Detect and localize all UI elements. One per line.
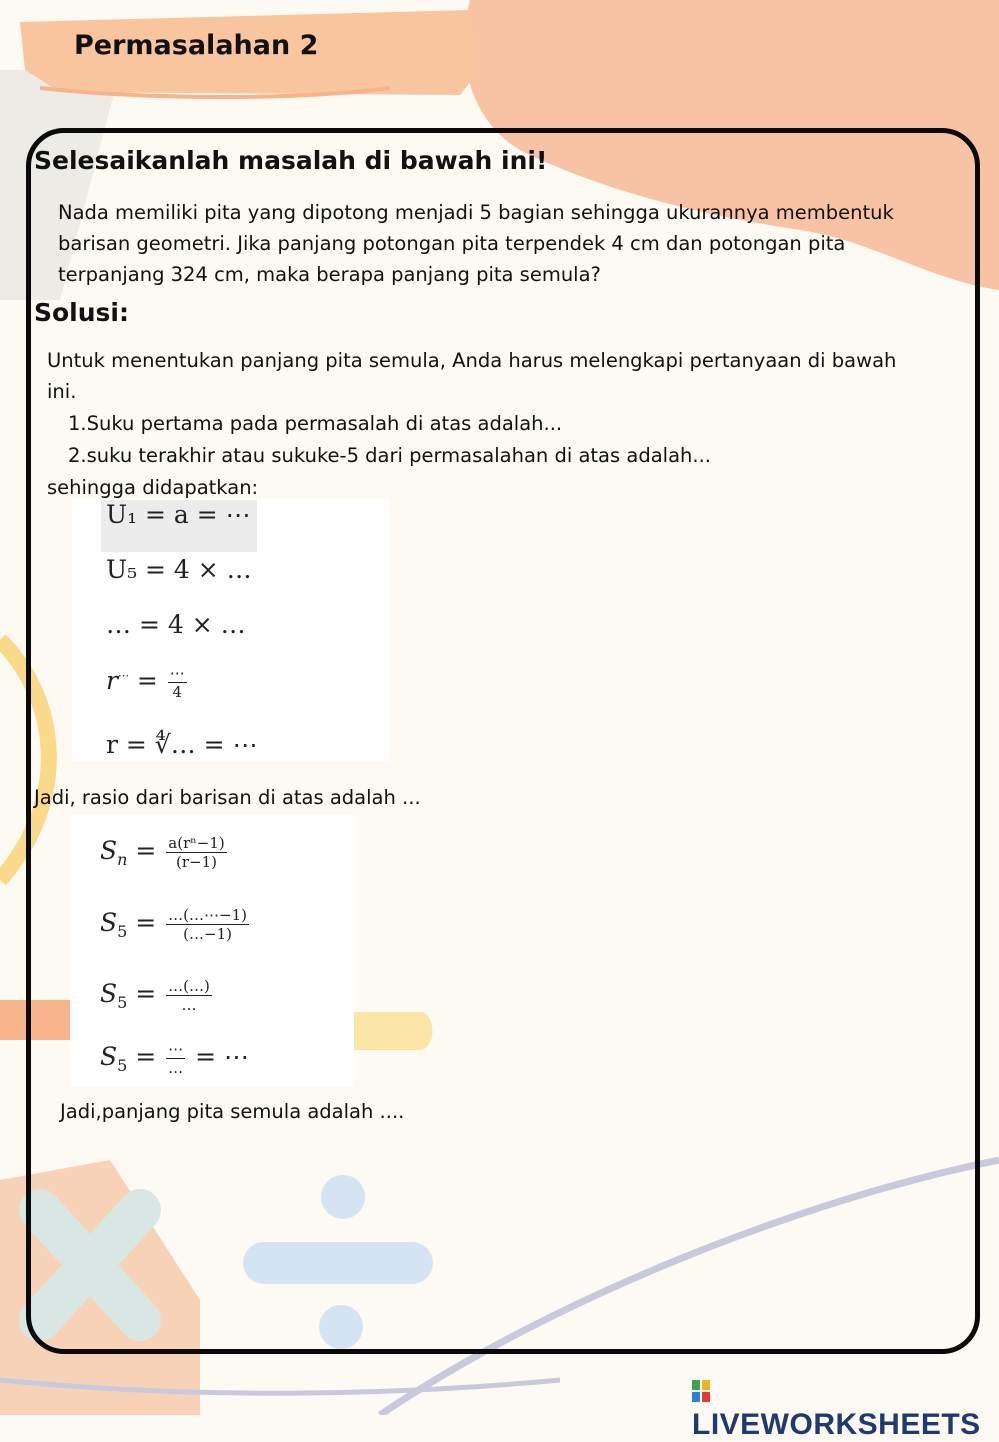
obtained-text: sehingga didapatkan: <box>47 476 259 499</box>
ratio-conclusion: Jadi, rasio dari barisan di atas adalah ... <box>34 786 421 809</box>
instruction-heading: Selesaikanlah masalah di bawah ini! <box>34 146 548 175</box>
problem-text: Nada memiliki pita yang dipotong menjadi 5 bagian sehingga ukurannya membentuk barisan geometri. Jika panjang potongan pita terpendek 4 cm dan potongan pita terpanjang 324 cm, maka berapa panjang pita semula? <box>58 201 894 286</box>
question-2: 2.suku terakhir atau sukuke-5 dari permasalahan di atas adalah... <box>68 444 711 467</box>
page-title: Permasalahan 2 <box>74 30 319 61</box>
logo-mark-icon <box>692 1380 710 1402</box>
math-line-s5-a: $S_5$ = $\frac{\dots(\dots\cdots-1)}{(\dots-1)}$ <box>100 906 247 943</box>
math-line-3: … = 4 × … <box>106 610 246 639</box>
brand-text: LIVEWORKSHEETS <box>692 1408 981 1441</box>
liveworksheets-logo[interactable] <box>692 1374 999 1442</box>
math-line-u5: U₅ = 4 × … <box>106 555 252 584</box>
math-line-r-power: r⋯ = $\frac{\cdots}{4}$ <box>106 664 185 701</box>
math-line-u1: U₁ = a = ⋯ <box>106 500 251 529</box>
math-line-sn: $S_n$ = $\frac{\text{a(rⁿ−1)}}{(r-1)}$ <box>100 834 225 871</box>
math-line-s5-c: $S_5$ = $\frac{\cdots}{\dots}$ = ⋯ <box>100 1040 250 1077</box>
math-line-s5-b: $S_5$ = $\frac{\dots(\dots)}{\dots}$ <box>100 977 210 1014</box>
solution-heading: Solusi: <box>34 298 129 327</box>
math-line-r: r = ∜… = ⋯ <box>106 730 258 759</box>
question-1: 1.Suku pertama pada permasalah di atas adalah... <box>68 412 563 435</box>
intro-text: Untuk menentukan panjang pita semula, Anda harus melengkapi pertanyaan di bawah ini. <box>47 349 897 403</box>
final-conclusion: Jadi,panjang pita semula adalah .... <box>60 1100 405 1123</box>
